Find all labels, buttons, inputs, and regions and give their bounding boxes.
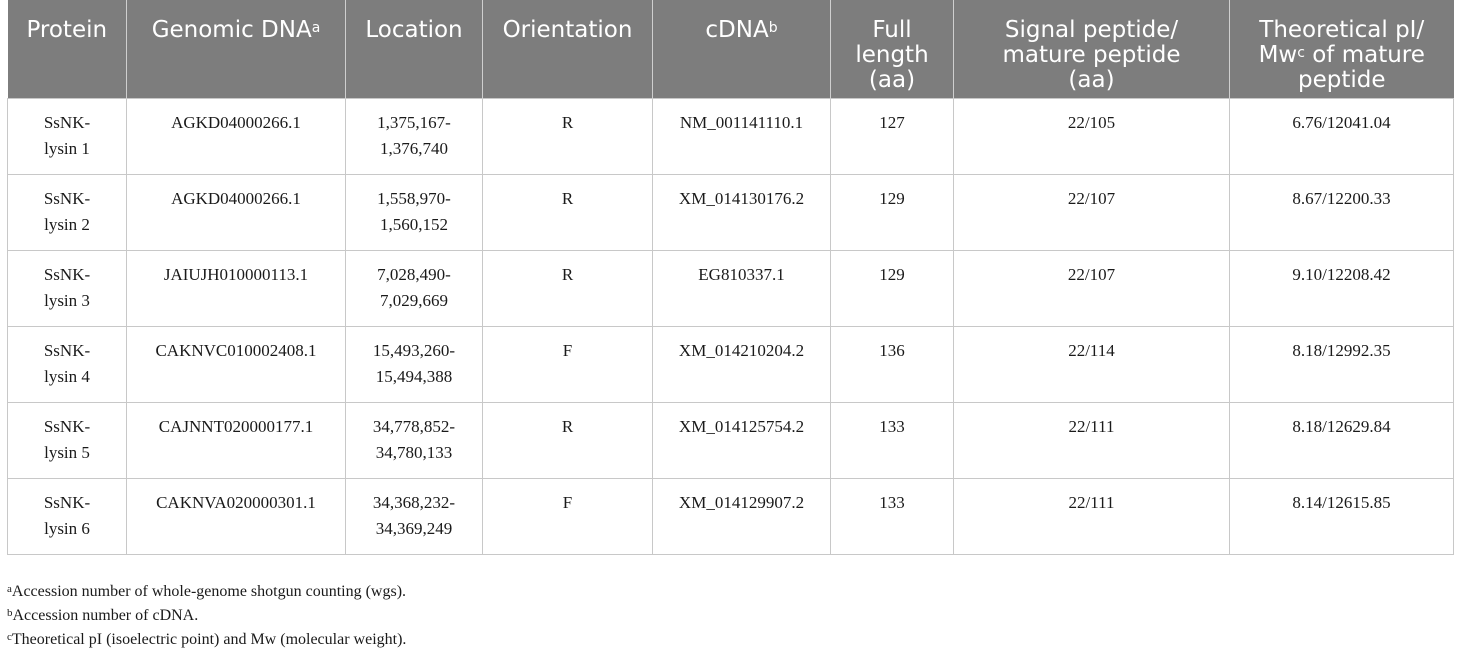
cell-location: 1,558,970-1,560,152 xyxy=(346,174,483,250)
cell-cdna: XM_014210204.2 xyxy=(653,326,831,402)
cell-protein: SsNK-lysin 4 xyxy=(8,326,127,402)
footnote-c: $^c$Theoretical pI (isoelectric point) and Mw (molecular weight). xyxy=(7,631,407,648)
cell-pi-mw: 8.14/12615.85 xyxy=(1230,478,1454,554)
cell-protein: SsNK-lysin 3 xyxy=(8,250,127,326)
cell-full-length: 129 xyxy=(831,250,954,326)
cell-location: 1,375,167-1,376,740 xyxy=(346,98,483,174)
cell-orientation: R xyxy=(483,174,653,250)
cell-cdna: EG810337.1 xyxy=(653,250,831,326)
table-row xyxy=(8,174,1454,250)
cell-full-length: 127 xyxy=(831,98,954,174)
footnote-a: $^a$Accession number of whole-genome shotgun counting (wgs). xyxy=(7,583,407,600)
nk-lysin-table xyxy=(7,0,1454,555)
header-signal-peptide: Signal peptide/ mature peptide (aa) xyxy=(954,0,1230,98)
cell-genomic-dna: JAIUJH010000113.1 xyxy=(127,250,346,326)
cell-genomic-dna: AGKD04000266.1 xyxy=(127,174,346,250)
header-location: Location xyxy=(346,0,483,98)
cell-signal-mature: 22/107 xyxy=(954,174,1230,250)
cell-protein: SsNK-lysin 1 xyxy=(8,98,127,174)
table-row xyxy=(8,402,1454,478)
cell-orientation: R xyxy=(483,402,653,478)
header-full-length: Full length (aa) xyxy=(831,0,954,98)
cell-genomic-dna: CAKNVA020000301.1 xyxy=(127,478,346,554)
cell-cdna: XM_014129907.2 xyxy=(653,478,831,554)
cell-location: 34,368,232-34,369,249 xyxy=(346,478,483,554)
cell-location: 15,493,260-15,494,388 xyxy=(346,326,483,402)
cell-signal-mature: 22/114 xyxy=(954,326,1230,402)
cell-protein: SsNK-lysin 6 xyxy=(8,478,127,554)
footnotes xyxy=(7,580,406,652)
cell-pi-mw: 8.18/12992.35 xyxy=(1230,326,1454,402)
header-protein: Protein xyxy=(8,0,127,98)
header-orientation: Orientation xyxy=(483,0,653,98)
table-row xyxy=(8,478,1454,554)
header-cdna: cDNA$^b$ xyxy=(653,0,831,98)
footnote-b: $^b$Accession number of cDNA. xyxy=(7,607,199,624)
cell-orientation: F xyxy=(483,478,653,554)
header-genomic-dna: Genomic DNA$^a$ xyxy=(127,0,346,98)
table-row xyxy=(8,98,1454,174)
cell-protein: SsNK-lysin 5 xyxy=(8,402,127,478)
cell-genomic-dna: AGKD04000266.1 xyxy=(127,98,346,174)
cell-cdna: XM_014130176.2 xyxy=(653,174,831,250)
cell-pi-mw: 6.76/12041.04 xyxy=(1230,98,1454,174)
cell-full-length: 133 xyxy=(831,402,954,478)
cell-full-length: 133 xyxy=(831,478,954,554)
cell-genomic-dna: CAJNNT020000177.1 xyxy=(127,402,346,478)
table-row xyxy=(8,326,1454,402)
cell-pi-mw: 8.18/12629.84 xyxy=(1230,402,1454,478)
data-table-container xyxy=(7,0,1453,555)
cell-cdna: XM_014125754.2 xyxy=(653,402,831,478)
cell-signal-mature: 22/107 xyxy=(954,250,1230,326)
cell-genomic-dna: CAKNVC010002408.1 xyxy=(127,326,346,402)
cell-location: 7,028,490-7,029,669 xyxy=(346,250,483,326)
header-row xyxy=(8,0,1454,98)
cell-signal-mature: 22/111 xyxy=(954,402,1230,478)
table-row xyxy=(8,250,1454,326)
cell-full-length: 136 xyxy=(831,326,954,402)
cell-full-length: 129 xyxy=(831,174,954,250)
cell-pi-mw: 9.10/12208.42 xyxy=(1230,250,1454,326)
cell-protein: SsNK-lysin 2 xyxy=(8,174,127,250)
cell-orientation: R xyxy=(483,250,653,326)
header-theoretical-pi-mw: Theoretical pI/ Mw$^c$ of mature peptide xyxy=(1230,0,1454,98)
cell-orientation: R xyxy=(483,98,653,174)
cell-signal-mature: 22/105 xyxy=(954,98,1230,174)
cell-signal-mature: 22/111 xyxy=(954,478,1230,554)
cell-location: 34,778,852-34,780,133 xyxy=(346,402,483,478)
cell-orientation: F xyxy=(483,326,653,402)
cell-pi-mw: 8.67/12200.33 xyxy=(1230,174,1454,250)
cell-cdna: NM_001141110.1 xyxy=(653,98,831,174)
